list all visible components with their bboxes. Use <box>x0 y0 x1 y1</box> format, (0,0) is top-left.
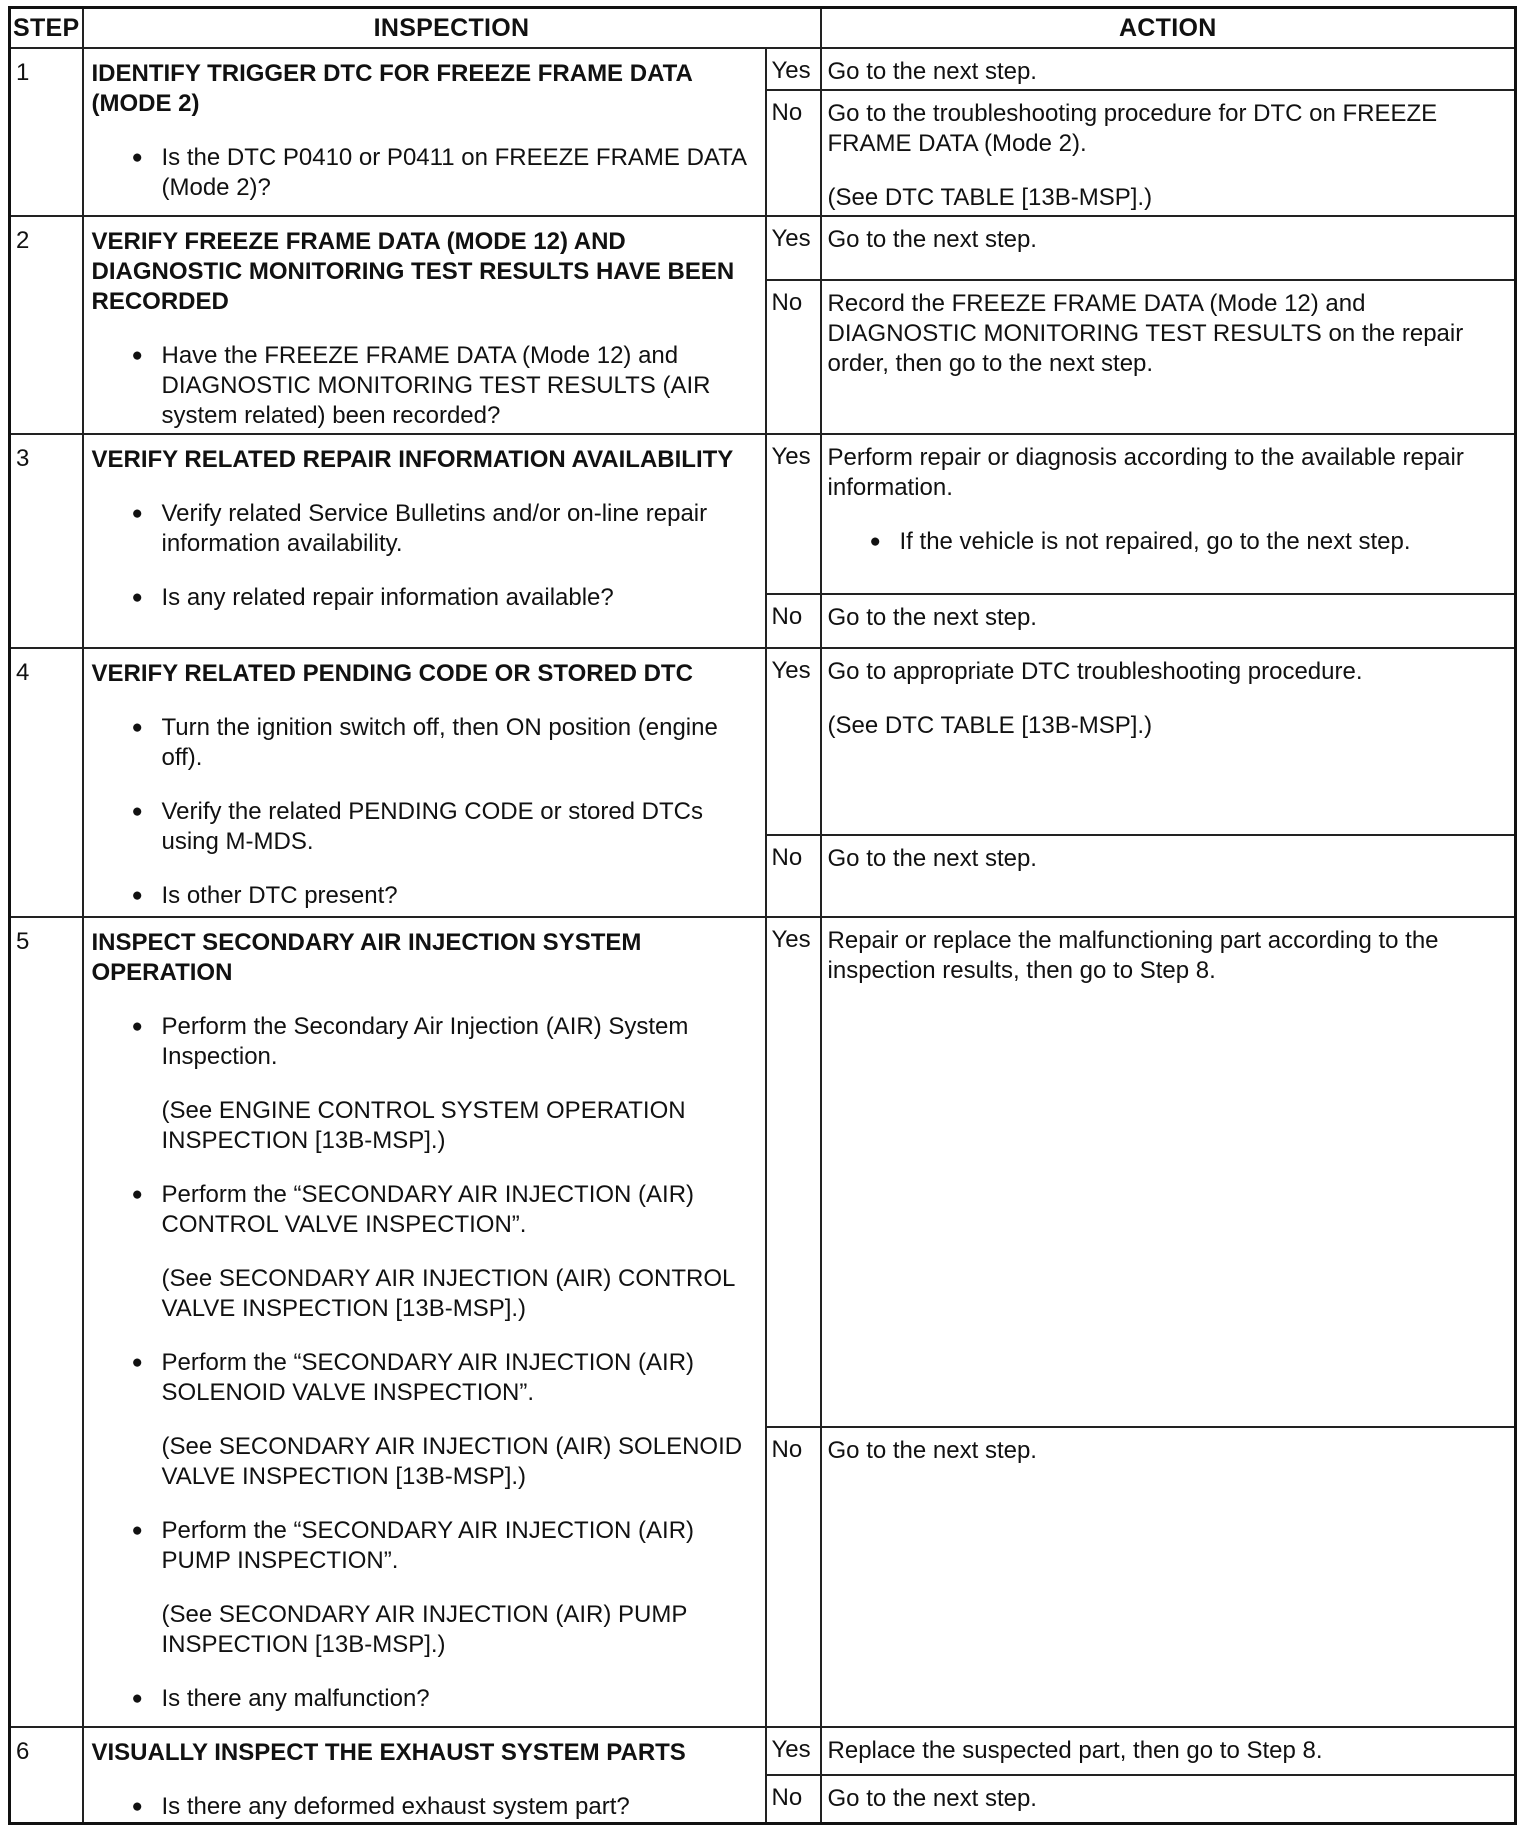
no-action-cell <box>821 90 1516 216</box>
table-row <box>10 216 1516 280</box>
list-item: ● Is there any malfunction? <box>131 1685 430 1712</box>
bullet-icon: ● <box>131 587 143 608</box>
bullet-icon: ● <box>131 885 143 906</box>
list-item: ● Perform the “SECONDARY AIR INJECTION (AIR) PUMP INSPECTION”. <box>131 1517 695 1574</box>
reference-text: (See SECONDARY AIR INJECTION (AIR) SOLENOID VALVE INSPECTION [13B-MSP].) <box>161 1433 743 1490</box>
list-item: ● Perform the “SECONDARY AIR INJECTION (AIR) CONTROL VALVE INSPECTION”. <box>131 1181 695 1238</box>
step-number: 5 <box>10 917 83 1727</box>
reference-text: (See ENGINE CONTROL SYSTEM OPERATION INSPECTION [13B-MSP].) <box>161 1097 686 1154</box>
no-action: Record the FREEZE FRAME DATA (Mode 12) and DIAGNOSTIC MONITORING TEST RESULTS on the repair order, then go to the next step. <box>821 280 1516 434</box>
reference-text: (See DTC TABLE [13B-MSP].) <box>827 184 1153 211</box>
table-row <box>10 48 1516 90</box>
list-item: ● Verify the related PENDING CODE or stored DTCs using M-MDS. <box>131 798 703 855</box>
list-item: ● Verify related Service Bulletins and/or on-line repair information availability. <box>131 500 708 557</box>
reference-text: (See SECONDARY AIR INJECTION (AIR) CONTROL VALVE INSPECTION [13B-MSP].) <box>161 1265 735 1322</box>
no-action: Go to the next step. <box>821 835 1516 917</box>
yes-label: Yes <box>766 1727 821 1775</box>
inspection-heading: INSPECT SECONDARY AIR INJECTION SYSTEM OPERATION <box>91 929 642 986</box>
bullet-icon: ● <box>869 531 881 552</box>
table-row <box>10 917 1516 1427</box>
inspection-heading: VERIFY FREEZE FRAME DATA (MODE 12) AND DIAGNOSTIC MONITORING TEST RESULTS HAVE BEEN RECORDED <box>91 228 735 315</box>
bullet-icon: ● <box>131 147 143 168</box>
no-label: No <box>766 1775 821 1823</box>
inspection-heading: VERIFY RELATED PENDING CODE OR STORED DTC <box>91 660 693 687</box>
yes-label: Yes <box>766 917 821 1427</box>
bullet-icon: ● <box>131 1688 143 1709</box>
list-item: ● Is other DTC present? <box>131 882 398 909</box>
bullet-icon: ● <box>131 717 143 738</box>
no-label: No <box>766 280 821 434</box>
table-header-row <box>10 8 1516 49</box>
inspection-table <box>8 6 1517 1825</box>
yes-label: Yes <box>766 216 821 280</box>
no-action: Go to the next step. <box>821 594 1516 648</box>
step-number: 2 <box>10 216 83 434</box>
no-action: Go to the troubleshooting procedure for DTC on FREEZE FRAME DATA (Mode 2). <box>827 100 1438 157</box>
no-action: Go to the next step. <box>821 1427 1516 1727</box>
bullet-icon: ● <box>131 1352 143 1373</box>
list-item: ● Have the FREEZE FRAME DATA (Mode 12) and DIAGNOSTIC MONITORING TEST RESULTS (AIR system related) been recorded? <box>131 342 711 429</box>
inspection-cell <box>83 434 766 648</box>
yes-label: Yes <box>766 648 821 835</box>
yes-action: Go to appropriate DTC troubleshooting procedure. <box>827 658 1363 685</box>
yes-action: Perform repair or diagnosis according to the available repair information. <box>827 444 1464 501</box>
reference-text: (See DTC TABLE [13B-MSP].) <box>827 712 1153 739</box>
step-number: 4 <box>10 648 83 917</box>
bullet-icon: ● <box>131 503 143 524</box>
no-label: No <box>766 835 821 917</box>
yes-label: Yes <box>766 434 821 594</box>
bullet-icon: ● <box>131 1184 143 1205</box>
no-action: Go to the next step. <box>821 1775 1516 1823</box>
step-number: 1 <box>10 48 83 216</box>
list-item: ● If the vehicle is not repaired, go to the next step. <box>869 528 1411 555</box>
bullet-icon: ● <box>131 1796 143 1817</box>
list-item: ● Is the DTC P0410 or P0411 on FREEZE FRAME DATA (Mode 2)? <box>131 144 746 201</box>
bullet-icon: ● <box>131 1520 143 1541</box>
yes-action-cell <box>821 434 1516 594</box>
yes-action: Replace the suspected part, then go to Step 8. <box>821 1727 1516 1775</box>
header-action: ACTION <box>821 8 1516 49</box>
inspection-cell <box>83 216 766 434</box>
inspection-cell <box>83 648 766 917</box>
list-item: ● Perform the Secondary Air Injection (AIR) System Inspection. <box>131 1013 689 1070</box>
table-row <box>10 648 1516 835</box>
reference-text: (See SECONDARY AIR INJECTION (AIR) PUMP INSPECTION [13B-MSP].) <box>161 1601 687 1658</box>
bullet-icon: ● <box>131 345 143 366</box>
table-row <box>10 1727 1516 1775</box>
no-label: No <box>766 594 821 648</box>
yes-label: Yes <box>766 48 821 90</box>
list-item: ● Perform the “SECONDARY AIR INJECTION (AIR) SOLENOID VALVE INSPECTION”. <box>131 1349 695 1406</box>
inspection-heading: VERIFY RELATED REPAIR INFORMATION AVAILABILITY <box>91 446 734 473</box>
inspection-heading: VISUALLY INSPECT THE EXHAUST SYSTEM PARTS <box>91 1739 686 1766</box>
bullet-icon: ● <box>131 801 143 822</box>
bullet-icon: ● <box>131 1016 143 1037</box>
yes-action: Repair or replace the malfunctioning part according to the inspection results, then go to Step 8. <box>821 917 1516 1427</box>
no-label: No <box>766 1427 821 1727</box>
list-item: ● Is any related repair information available? <box>131 584 614 611</box>
yes-action-cell <box>821 648 1516 835</box>
step-number: 6 <box>10 1727 83 1824</box>
yes-action: Go to the next step. <box>821 216 1516 280</box>
header-inspection: INSPECTION <box>83 8 821 49</box>
inspection-cell <box>83 48 766 216</box>
inspection-heading: IDENTIFY TRIGGER DTC FOR FREEZE FRAME DATA (MODE 2) <box>91 60 692 117</box>
header-step: STEP <box>10 8 83 49</box>
inspection-cell <box>83 1727 766 1824</box>
inspection-cell <box>83 917 766 1727</box>
no-label: No <box>766 90 821 216</box>
yes-action: Go to the next step. <box>821 48 1516 90</box>
list-item: ● Is there any deformed exhaust system part? <box>131 1793 630 1820</box>
table-row <box>10 434 1516 594</box>
list-item: ● Turn the ignition switch off, then ON position (engine off). <box>131 714 718 771</box>
step-number: 3 <box>10 434 83 648</box>
